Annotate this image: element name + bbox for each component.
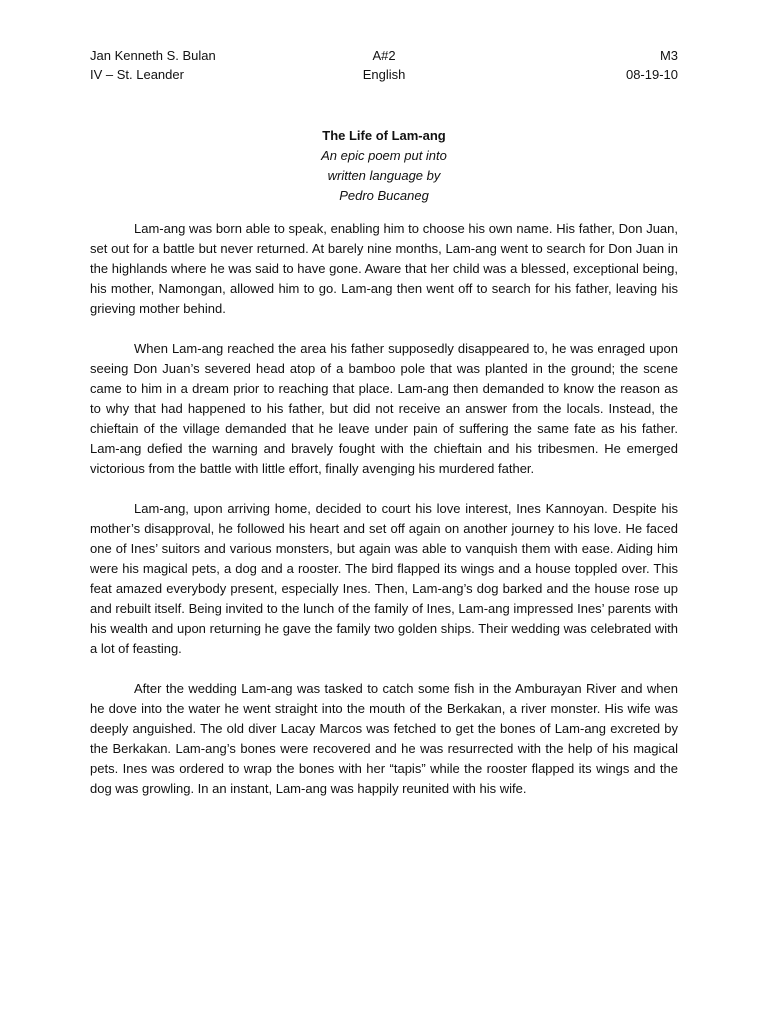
subtitle-line-1: An epic poem put into [321,148,447,163]
paragraph-2: When Lam-ang reached the area his father supposedly disappeared to, he was enraged upon seeing Don Juan’s severed head atop of a bamboo pole that was planted in the ground; the scene came to him in a dream prior to reaching that place. Lam-ang then demanded to know the reason as to why that had happened to his father, but did not receive an answer from the locals. Instead, the chieftain of the village demanded that he leave under pain of suffering the same fate as his father. Lam-ang defied the warning and bravely fought with the chieftain and his tribesmen. He emerged victorious from the battle with little effort, finally avenging his murdered father. [90,341,678,476]
title-block [90,126,678,206]
page-header [90,46,678,84]
paragraph-4: After the wedding Lam-ang was tasked to catch some fish in the Amburayan River and when he dove into the water he went straight into the mouth of the Berkakan, a river monster. His wife was deeply anguished. The old diver Lacay Marcos was fetched to get the bones of Lam-ang excreted by the Berkakan. Lam-ang’s bones were recovered and he was resurrected with the help of his magical pets. Ines was ordered to wrap the bones with her “tapis” while the rooster flapped its wings and the dog was growling. In an instant, Lam-ang was happily reunited with his wife. [90,681,678,796]
date: 08-19-10 [625,67,679,82]
header-row-2 [90,65,678,84]
header-row-1 [90,46,678,65]
paragraph-3: Lam-ang, upon arriving home, decided to court his love interest, Ines Kannoyan. Despite his mother’s disapproval, he followed his heart and set off again on another journey to his love. He faced one of Ines’ suitors and various monsters, but again was able to vanquish them with ease. Aiding him were his magical pets, a dog and a rooster. The bird flapped its wings and a house toppled over. This feat amazed everybody present, especially Ines. Then, Lam-ang’s dog barked and the house rose up and rebuilt itself. Being invited to the lunch of the family of Ines, Lam-ang impressed Ines’ parents with his wealth and upon returning he gave the family two golden ships. Their wedding was celebrated with a lot of feasting. [90,501,678,656]
class-code: M3 [659,48,679,63]
student-section: IV – St. Leander [90,67,184,82]
subject: English [362,67,406,82]
subtitle-line-2: written language by [327,168,441,183]
subtitle-line-3: Pedro Bucaneg [339,188,429,203]
document-body [90,219,678,819]
document-title: The Life of Lam-ang [322,128,446,143]
student-name: Jan Kenneth S. Bulan [90,48,216,63]
paragraph-1: Lam-ang was born able to speak, enabling him to choose his own name. His father, Don Juan, set out for a battle but never returned. At barely nine months, Lam-ang went to search for Don Juan in the highlands where he was said to have gone. Aware that her child was a blessed, exceptional being, his mother, Namongan, allowed him to go. Lam-ang then went off to search for his father, leaving his grieving mother behind. [90,221,678,316]
assignment-number: A#2 [372,48,396,63]
